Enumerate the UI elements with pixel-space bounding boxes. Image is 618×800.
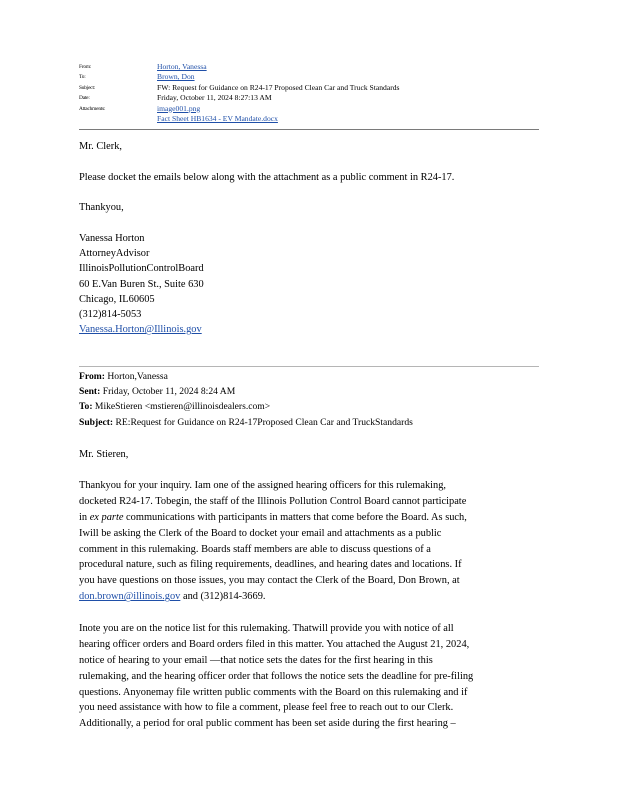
header-attachments-row-2	[79, 114, 539, 124]
signature-email-link[interactable]: Vanessa.Horton@Illinois.gov	[79, 324, 202, 336]
p1-line-8	[79, 589, 549, 605]
fwd-to-value: MikeStieren <mstieren@illinoisdealers.com>	[94, 401, 271, 413]
forward-divider	[79, 366, 539, 367]
fwd-sent-row	[79, 384, 413, 399]
p1-line-1: Thankyou for your inquiry. Iam one of the assigned hearing officers for this rulemaking,	[79, 480, 447, 491]
header-subject-label: Subject:	[79, 84, 96, 91]
signature-org: IllinoisPollutionControlBoard	[79, 263, 204, 275]
signature-name: Vanessa Horton	[79, 233, 145, 244]
fwd-to-row	[79, 399, 413, 414]
header-date-value: Friday, October 11, 2024 8:27:13 AM	[157, 93, 272, 103]
thanks-line: Thankyou,	[79, 202, 124, 213]
signature-address-2: Chicago, IL60605	[79, 293, 155, 305]
header-from-row	[79, 62, 539, 72]
reply-paragraph-2	[79, 621, 549, 732]
p2-line-4: rulemaking, and the hearing officer order that follows the notice sets the deadline for pre-filing	[79, 670, 474, 682]
header-to-link[interactable]: Brown, Don	[157, 72, 195, 82]
header-from-label: From:	[79, 64, 92, 70]
header-attachments-row	[79, 104, 539, 114]
signature-title: AttorneyAdvisor	[79, 248, 150, 260]
p2-line-5: questions. Anyonemay file written public comments with the Board on this rulemaking and if	[79, 686, 468, 698]
ex-parte-italic: ex parte	[89, 511, 124, 523]
p1-line-5: comment in this rulemaking. Boards staff members are able to discuss questions of a	[79, 543, 431, 555]
forwarded-header	[79, 369, 413, 430]
signature-phone: (312)814-5053	[79, 308, 142, 320]
greeting-stieren: Mr. Stieren,	[79, 449, 129, 460]
attachment-link-image[interactable]: image001.png	[157, 103, 201, 113]
clerk-email-link[interactable]: don.brown@illinois.gov	[79, 591, 181, 603]
fwd-subject-label: Subject:	[79, 416, 114, 428]
fwd-sent-label: Sent:	[79, 386, 101, 398]
p1-line-8-post: and (312)814-3669.	[180, 591, 266, 603]
p2-line-2: hearing officer orders and Board orders filed in this matter. You attached the August 21, 2024,	[79, 638, 470, 650]
signature-address-1: 60 E.Van Buren St., Suite 630	[79, 278, 204, 290]
fwd-from-row	[79, 369, 413, 384]
p2-line-1: Inote you are on the notice list for this rulemaking. Thatwill provide you with notice of all	[79, 623, 454, 634]
fwd-from-value: Horton,Vanessa	[107, 371, 168, 382]
fwd-to-label: To:	[79, 401, 93, 413]
header-subject-row	[79, 83, 539, 93]
header-date-row	[79, 93, 539, 103]
header-to-row	[79, 72, 539, 82]
header-subject-value: FW: Request for Guidance on R24-17 Proposed Clean Car and Truck Standards	[157, 82, 400, 92]
reply-paragraph-1	[79, 478, 549, 605]
header-attachments-label: Attachments:	[79, 105, 106, 112]
greeting-clerk: Mr. Clerk,	[79, 141, 123, 152]
signature-block	[79, 231, 204, 337]
fwd-from-label: From:	[79, 371, 105, 382]
p2-line-7: Additionally, a period for oral public comment has been set aside during the first hearing –	[79, 718, 456, 730]
p2-line-6: you need assistance with how to file a comment, please feel free to reach out to our Clerk.	[79, 702, 454, 714]
fwd-subject-row	[79, 415, 413, 430]
fwd-subject-value: RE:Request for Guidance on R24-17Proposed Clean Car and TruckStandards	[115, 416, 413, 428]
header-divider	[79, 129, 539, 130]
p1-line-4: Iwill be asking the Clerk of the Board to docket your email and attachments as a public	[79, 527, 442, 539]
header-to-label: To:	[79, 74, 86, 81]
fwd-sent-value: Friday, October 11, 2024 8:24 AM	[102, 386, 236, 398]
docket-request: Please docket the emails below along with the attachment as a public comment in R24-17.	[79, 172, 455, 183]
p1-line-7: you have questions on those issues, you may contact the Clerk of the Board, Don Brown, at	[79, 575, 460, 587]
p1-line-2: docketed R24-17. Tobegin, the staff of the Illinois Pollution Control Board cannot participate	[79, 495, 467, 507]
header-from-link[interactable]: Horton, Vanessa	[157, 62, 207, 71]
p1-line-3	[79, 510, 549, 526]
header-date-label: Date:	[79, 95, 90, 102]
p1-line-3-post: communications with participants in matters that come before the Board. As such,	[123, 511, 467, 523]
email-header	[79, 62, 539, 124]
p1-line-3-pre: in	[79, 511, 90, 523]
p1-line-6: procedural nature, such as filing requirements, deadlines, and hearing dates and locations. If	[79, 559, 462, 571]
attachment-link-docx[interactable]: Fact Sheet HB1634 - EV Mandate.docx	[157, 113, 278, 123]
p2-line-3: notice of hearing to your email —that notice sets the dates for the first hearing in this	[79, 654, 433, 666]
